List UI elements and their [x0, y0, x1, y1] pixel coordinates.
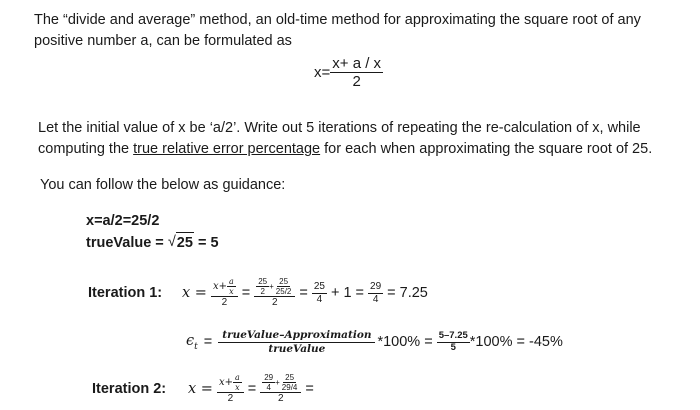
iteration-2-substituted-fraction — [260, 373, 301, 405]
epsilon-glyph: ϵ — [186, 332, 195, 349]
iteration-1-row — [88, 272, 428, 314]
iteration-2-a: a — [234, 373, 240, 383]
formula-numerator: x+ a / x — [332, 55, 382, 72]
iteration-2-frac-a — [262, 373, 275, 392]
epsilon-symbol — [186, 333, 198, 352]
iteration-2-frac-a-num: 29 — [264, 373, 274, 383]
iteration-2-frac-a-den: 4 — [266, 383, 271, 393]
iteration-1-a: a — [228, 277, 234, 287]
iteration-2-frac-b — [280, 373, 300, 392]
iteration-1-frac-b-num: 25 — [279, 277, 289, 287]
intro-text — [34, 10, 641, 52]
task-text — [38, 118, 652, 160]
true-relative-error-link[interactable]: true relative error percentage — [133, 141, 321, 157]
error-pct-1: *100% = — [377, 334, 433, 350]
intro-line-2: positive number a, can be formulated as — [34, 33, 292, 49]
task-line-2-post: for each when approximating the square root of 25. — [320, 141, 653, 157]
iteration-2-substituted-den: 2 — [278, 393, 284, 405]
iteration-1-substituted-den: 2 — [272, 297, 278, 309]
iteration-1-frac-b — [274, 277, 294, 296]
true-value-result: = 5 — [193, 234, 219, 251]
iteration-1-general-fraction — [211, 277, 238, 309]
iteration-1-a-over-x — [227, 277, 236, 296]
iteration-1-label: Iteration 1: — [88, 285, 163, 301]
sqrt-expression: √ 25 — [168, 232, 194, 254]
iteration-1-frac-29-4-den: 4 — [372, 293, 379, 305]
iteration-1-general-numerator — [211, 277, 238, 297]
iteration-2-row — [92, 368, 314, 410]
iteration-2-general-fraction — [217, 373, 244, 405]
setup-x: x=a/2=25/2 — [86, 213, 160, 229]
iteration-1-frac-a-den: 2 — [260, 287, 265, 297]
iteration-1-result: = 7.25 — [387, 285, 428, 301]
setup-block — [86, 211, 219, 254]
sqrt-radicand: 25 — [176, 232, 194, 254]
error-formula-numerator: trueValue–Approximation — [218, 329, 375, 342]
error-formula-denominator: trueValue — [268, 342, 326, 355]
iteration-2-frac-b-den: 29/4 — [281, 383, 298, 393]
iteration-2-eq-1: = — [247, 381, 257, 397]
guidance-text: You can follow the below as guidance: — [40, 177, 286, 193]
intro-line-1: The “divide and average” method, an old-time method for approximating the square root of any — [34, 12, 641, 28]
iteration-1-frac-a — [256, 277, 269, 296]
iteration-2-label: Iteration 2: — [92, 381, 167, 397]
iteration-1-general-numerator-x: x+ — [212, 281, 227, 293]
epsilon-subscript: t — [194, 341, 198, 352]
iteration-2-x: x = — [188, 381, 213, 397]
formula — [314, 55, 383, 91]
formula-denominator: 2 — [352, 73, 361, 91]
iteration-1-frac-25-4-den: 4 — [316, 293, 323, 305]
iteration-1-substituted-numerator — [254, 277, 295, 297]
formula-lhs: x= — [314, 64, 331, 82]
iteration-1-error-row — [186, 322, 563, 362]
iteration-2-tail: = — [305, 381, 314, 397]
iteration-1-plus: + — [269, 282, 274, 292]
iteration-2-substituted-numerator — [260, 373, 301, 393]
iteration-1-x-den: x — [229, 287, 234, 297]
iteration-2-frac-b-num: 25 — [285, 373, 295, 383]
iteration-2-a-over-x — [233, 373, 242, 392]
task-line-2-pre: computing the — [38, 141, 134, 157]
error-value-denominator: 5 — [450, 341, 456, 353]
iteration-1-eq-1: = — [241, 285, 251, 301]
task-line-1: Let the initial value of x be ‘a/2’. Write out 5 iterations of repeating the re-calculation of x, while — [38, 120, 641, 136]
error-eq: = — [203, 334, 213, 350]
error-value-numerator: 5–7.25 — [438, 329, 468, 341]
iteration-1-eq-2: = — [299, 285, 308, 301]
iteration-1-frac-29-4 — [368, 281, 383, 305]
iteration-1-frac-25-4-num: 25 — [313, 281, 325, 292]
iteration-2-general-den: 2 — [227, 393, 234, 405]
error-pct-2: *100% = -45% — [469, 334, 563, 350]
formula-fraction — [330, 55, 383, 91]
iteration-1-frac-b-den: 25/2 — [275, 287, 292, 297]
iteration-1-frac-25-4 — [312, 281, 327, 305]
iteration-1-general-den: 2 — [221, 297, 228, 309]
error-value-fraction — [437, 331, 470, 354]
iteration-2-plus: + — [275, 378, 280, 388]
iteration-1-x: x = — [182, 285, 207, 301]
task-line-2 — [38, 139, 652, 160]
iteration-2-x-den: x — [235, 383, 240, 393]
iteration-1-frac-a-num: 25 — [258, 277, 268, 287]
iteration-2-general-numerator-x: x+ — [218, 377, 233, 389]
error-formula-fraction — [218, 329, 375, 354]
iteration-1-plus-one: + 1 = — [330, 285, 365, 301]
iteration-1-frac-29-4-num: 29 — [370, 281, 382, 292]
setup-true-value — [86, 232, 219, 254]
true-value-label: trueValue = — [86, 234, 168, 251]
iteration-1-substituted-fraction — [254, 277, 295, 309]
iteration-2-general-numerator — [217, 373, 244, 393]
